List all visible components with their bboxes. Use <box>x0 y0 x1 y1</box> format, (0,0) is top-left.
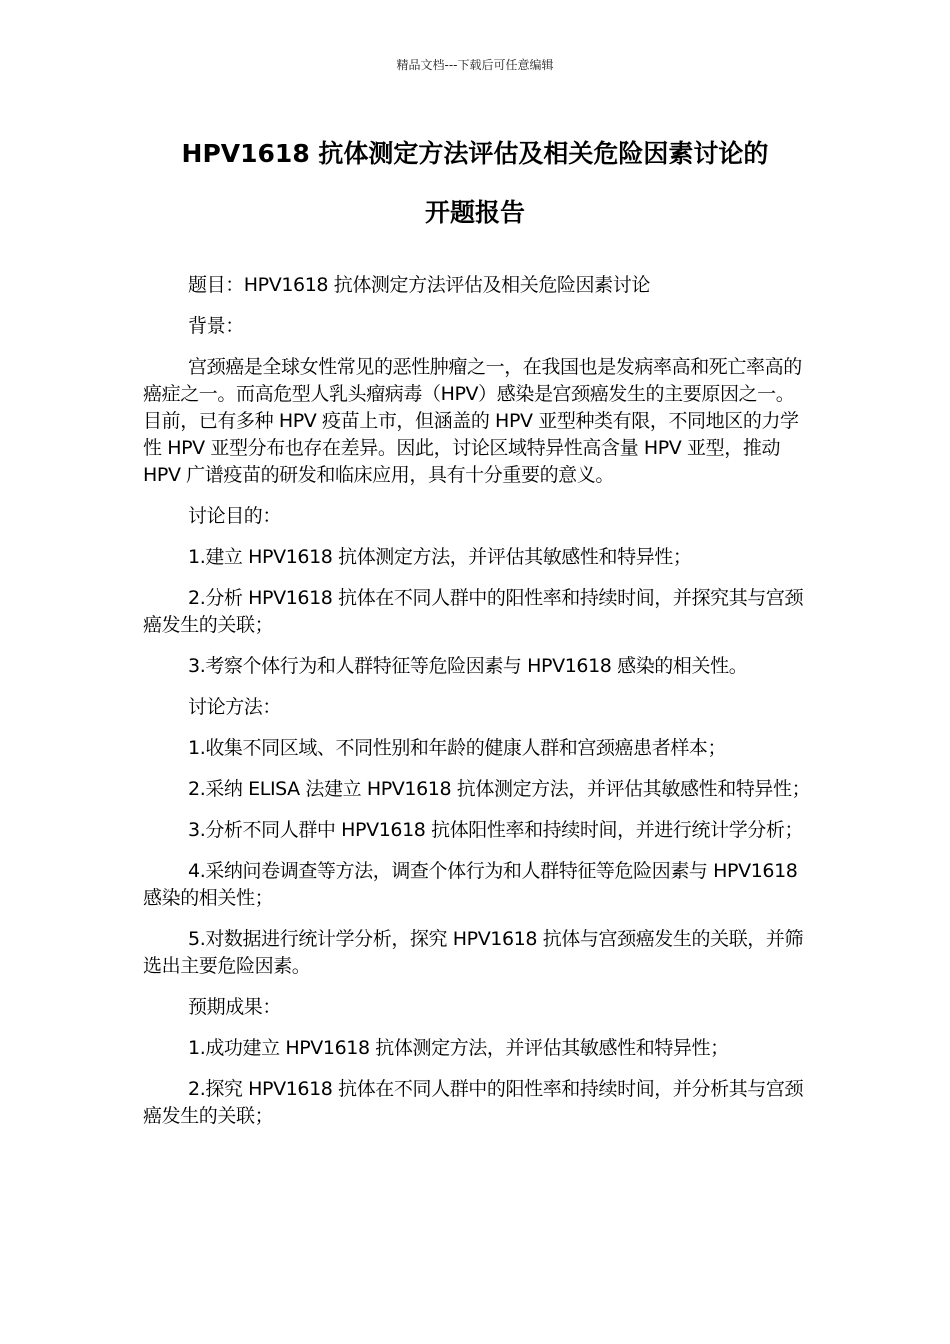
document-title-line-2: 开题报告 <box>424 198 525 227</box>
background-heading: 背景： <box>188 315 244 337</box>
outcome-item-2: 2.探究 HPV1618 抗体在不同人群中的阳性率和持续时间，并分析其与宫颈癌发生的关联； <box>143 1078 804 1127</box>
topic-paragraph: 题目：HPV1618 抗体测定方法评估及相关危险因素讨论 <box>188 274 650 296</box>
background-paragraph: 宫颈癌是全球女性常见的恶性肿瘤之一，在我国也是发病率高和死亡率高的癌症之一。而高危型人乳头瘤病毒（HPV）感染是宫颈癌发生的主要原因之一。目前，已有多种 HPV 疫苗上市，但涵盖的 HPV 亚型种类有限，不同地区的力学性 HPV 亚型分布也存在差异。因此，讨论区域特异性高含量 HPV 亚型，推动 HPV 广谱疫苗的研发和临床应用，具有十分重要的意义。 <box>143 356 802 486</box>
objective-item-2: 2.分析 HPV1618 抗体在不同人群中的阳性率和持续时间，并探究其与宫颈癌发生的关联； <box>143 587 804 636</box>
objective-item-3: 3.考察个体行为和人群特征等危险因素与 HPV1618 感染的相关性。 <box>188 655 748 677</box>
header-note: 精品文档---下载后可任意编辑 <box>396 58 554 72</box>
method-item-3: 3.分析不同人群中 HPV1618 抗体阳性率和持续时间，并进行统计学分析； <box>188 819 804 841</box>
outcomes-heading: 预期成果： <box>188 996 282 1018</box>
methods-heading: 讨论方法： <box>188 696 282 718</box>
document-body <box>143 272 811 1144</box>
method-item-1: 1.收集不同区域、不同性别和年龄的健康人群和宫颈癌患者样本； <box>188 737 727 759</box>
method-item-4: 4.采纳问卷调查等方法，调查个体行为和人群特征等危险因素与 HPV1618 感染的相关性； <box>143 860 798 909</box>
method-item-5: 5.对数据进行统计学分析，探究 HPV1618 抗体与宫颈癌发生的关联，并筛选出主要危险因素。 <box>143 928 804 977</box>
method-item-2: 2.采纳 ELISA 法建立 HPV1618 抗体测定方法，并评估其敏感性和特异性； <box>188 778 811 800</box>
objective-item-1: 1.建立 HPV1618 抗体测定方法，并评估其敏感性和特异性； <box>188 546 692 568</box>
document-title-line-1: HPV1618 抗体测定方法评估及相关危险因素讨论的 <box>181 139 769 168</box>
outcome-item-1: 1.成功建立 HPV1618 抗体测定方法，并评估其敏感性和特异性； <box>188 1037 729 1059</box>
objectives-heading: 讨论目的： <box>188 505 282 527</box>
